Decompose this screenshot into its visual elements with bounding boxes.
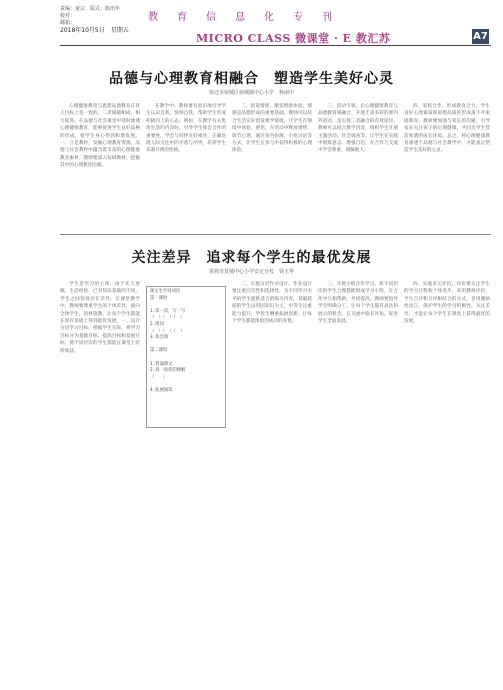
paragraph: 学生是学习的主体，由于先天禀赋、生活经验、已有知识基础的不同，学生之间客观存在差异。在课堂教学中，教师要尊重学生的个体差异，面向全体学生，因材施教，让每个学生都能在原有基础上得到最优发展。一、设计分层学习目标。根据学生实际，将学习目标分为基础目标、提高目标和发展目标，使不同层次的学生都能在课堂上有所收获。 [60,282,140,354]
newspaper-header [0,0,503,45]
editor-line: 责编：童宗 版式：陈治年 [60,6,121,12]
article-2-column-5 [404,281,490,686]
article-1-column-2 [146,103,226,228]
paragraph: 心理健康教育与思想品德教育在育人目标上是一致的，二者相辅相成、相互促进。在品德与社会课堂中适时渗透心理健康教育，能够促进学生良好品格的形成，使学生身心得到和谐发展。一、立足教材，发掘心理教育资源。品德与社会教材中蕴含着丰富的心理健康教育素材，教师要深入钻研教材，挖掘其中的心理教育因素。 [60,104,140,169]
section-tagline: 教育信息化专刊 [148,12,351,23]
article-1-byline: 宿迁市宿城区宿城镇中心小学 杨丽中 [208,90,294,96]
paragraph: 四、家校合作，形成教育合力。学生良好心理素质和道德品质的形成离不开家庭教育。教师要加强与家长的沟通，引导家长关注孩子的心理健康，共同为学生营造和谐的成长环境。总之，将心理健康教育渗透于品德与社会教学中，才能真正塑造学生美好的心灵。 [404,104,490,154]
paragraph: 二、实施分层作业设计。作业设计要注重层次性和选择性，为不同学习水平的学生提供适合的练习内容，基础较弱的学生以巩固知识为主，中等生注重能力提升，学优生侧重拓展创新，让每个学生都能体验到成功的喜悦。 [232,282,312,325]
article-2-column-3 [232,281,312,686]
paragraph: 三、活动引领，让心理健康教育与品德教育相融合。开展丰富多彩的课内外活动，是实现二者融合的有效途径。教师可以结合教学内容，组织学生开展主题活动、社会调查等，让学生在实践中锻炼意志、增强自信，在合作与交流中学会尊重、理解他人。 [318,104,398,154]
article-2-title: 关注差异 追求每个学生的最优发展 [131,250,372,266]
page-number: A7 [473,31,488,42]
article-2-column-4 [318,281,398,686]
article-2-byline: 常熟市莫城中心小学安定分校 钱玉华 [208,269,294,275]
article-1-column-3 [232,103,312,228]
article-1-column-1 [60,103,140,228]
article-1-column-5 [404,103,490,228]
paragraph: 二、创设情境，激发情感体验。情感是品德形成的重要基础。教师可以结合生活实际创设教学情境，让学生在情境中体验、感悟，在活动中释放情绪、调节心理。通过角色扮演、小组讨论等方式，让学生在参与中获得积极的心理体验。 [232,104,312,154]
article-1-column-4 [318,103,398,228]
article-divider [60,234,491,235]
paragraph: 在教学中，教师要有意识地引导学生认识自我、悦纳自我，帮助学生形成积极向上的心态。例如，在教学有关集体生活的内容时，引导学生体会合作的重要性，学会与同伴友好相处，正确处理人际交往中的矛盾与冲突，培养学生乐观开朗的性格。 [146,104,226,154]
issue-date: 2018年10月5日 星期五 [60,27,129,34]
article-2-column-1 [60,281,140,686]
paragraph: 四、实施多元评价。评价要关注学生的学习过程和个体进步，采用教师评价、学生自评和互评相结合的方式，多用激励性语言，保护学生的学习积极性。关注差异，才能让每个学生在课堂上获得最优的发展。 [404,282,490,325]
email-line: 邮箱： [60,20,76,26]
proofreader-line: 校对： [60,13,76,19]
header-rule [60,45,491,46]
editor-info [60,6,129,34]
paragraph: 三、开展小组合作学习。将不同层次的学生合理搭配组成学习小组，在合作中互相帮助、共同提高。教师要指导学生明确分工，让每个学生都有表达和展示的机会，在交流中取长补短，促进学生全面发展。 [318,282,398,325]
column-banner: MICRO CLASS 微课堂 · E 教汇苏 [196,32,391,45]
article-1-title: 品德与心理教育相融合 塑造学生美好心灵 [109,71,394,87]
lesson-plan-box: 课文生字词词语 第一课时 1.读一读，写一写 （ ）（ ）（ ） 2.组词 （ ）（ ）（ ） 3.我会填 第二课时 1.背诵课文 2.说一说你的理解 （ ） 4.拓展阅读 [146,286,226,428]
